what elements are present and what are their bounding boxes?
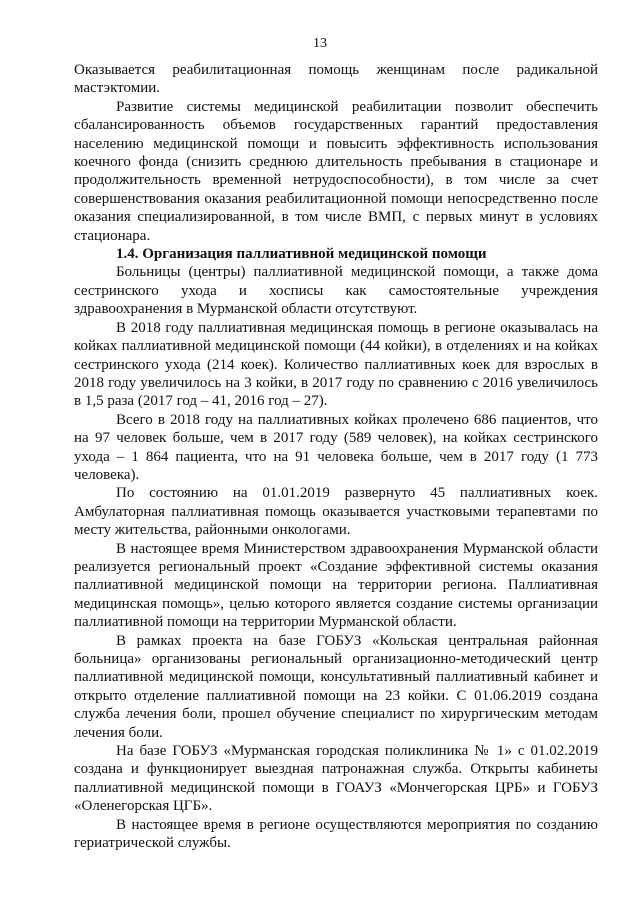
paragraph-palliative-beds-2018: В 2018 году паллиативная медицинская помощь в регионе оказывалась на койках паллиативной медицинской помощи (44 койки), в отделениях и на койках сестринского ухода (214 коек). Количество паллиативных коек для взрослых в 2018 году увеличилось на 3 койки, в 2017 году по сравнению с 2016 увеличилось в 1,5 раза (2017 год – 41, 2016 год – 27).: [74, 319, 598, 410]
paragraph-geriatric-service: В настоящее время в регионе осуществляются мероприятия по созданию гериатрической службы.: [74, 816, 598, 852]
paragraph-patients-treated: Всего в 2018 году на паллиативных койках пролечено 686 пациентов, что на 97 человек больше, чем в 2017 году (589 человек), на койках сестринского ухода – 1 864 пациента, что на 91 человека больше, чем в 2017 году (1 773 человека).: [74, 411, 598, 483]
paragraph-kola-hospital: В рамках проекта на базе ГОБУЗ «Кольская центральная районная больница» организованы региональный организационно-методический центр паллиативной медицинской помощи, консультативный паллиативный кабинет и открыто отделение паллиативной помощи на 23 койки. С 01.06.2019 создана служба лечения боли, прошел обучение специалист по хирургическим методам лечения боли.: [74, 632, 598, 741]
paragraph-palliative-institutions: Больницы (центры) паллиативной медицинской помощи, а также дома сестринского ухода и хосписы как самостоятельные учреждения здравоохранения в Мурманской области отсутствуют.: [74, 264, 598, 318]
paragraph-patronage-service: На базе ГОБУЗ «Мурманская городская поликлиника № 1» с 01.02.2019 создана и функционирует выездная патронажная служба. Открыты кабинеты паллиативной медицинской помощи в ГОАУЗ «Мончегорская ЦРБ» и ГОБУЗ «Оленегорская ЦГБ».: [74, 743, 598, 815]
document-body: [74, 61, 598, 852]
paragraph-rehab-system: Развитие системы медицинской реабилитации позволит обеспечить сбалансированность объемов государственных гарантий предоставления населению медицинской помощи и повысить эффективность использования коечного фонда (снизить среднюю длительность пребывания в стационаре и продолжительность временной нетрудоспособности), в том числе за счет совершенствования оказания реабилитационной помощи непосредственно после оказания специализированной, в том числе ВМП, с первых минут в условиях стационара.: [74, 98, 598, 244]
page-number: 13: [313, 36, 327, 51]
paragraph-rehab-women: Оказывается реабилитационная помощь женщинам после радикальной мастэктомии.: [74, 62, 598, 97]
section-heading: 1.4. Организация паллиативной медицинской помощи: [116, 246, 487, 263]
paragraph-beds-deployed: По состоянию на 01.01.2019 развернуто 45 паллиативных коек. Амбулаторная паллиативная помощь оказывается участковыми терапевтами по месту жительства, районными онкологами.: [74, 485, 598, 539]
paragraph-regional-project: В настоящее время Министерством здравоохранения Мурманской области реализуется региональный проект «Создание эффективной системы оказания паллиативной медицинской помощи на территории региона. Паллиативная медицинская помощь», целью которого является создание системы организации паллиативной помощи на территории Мурманской области.: [74, 540, 598, 631]
